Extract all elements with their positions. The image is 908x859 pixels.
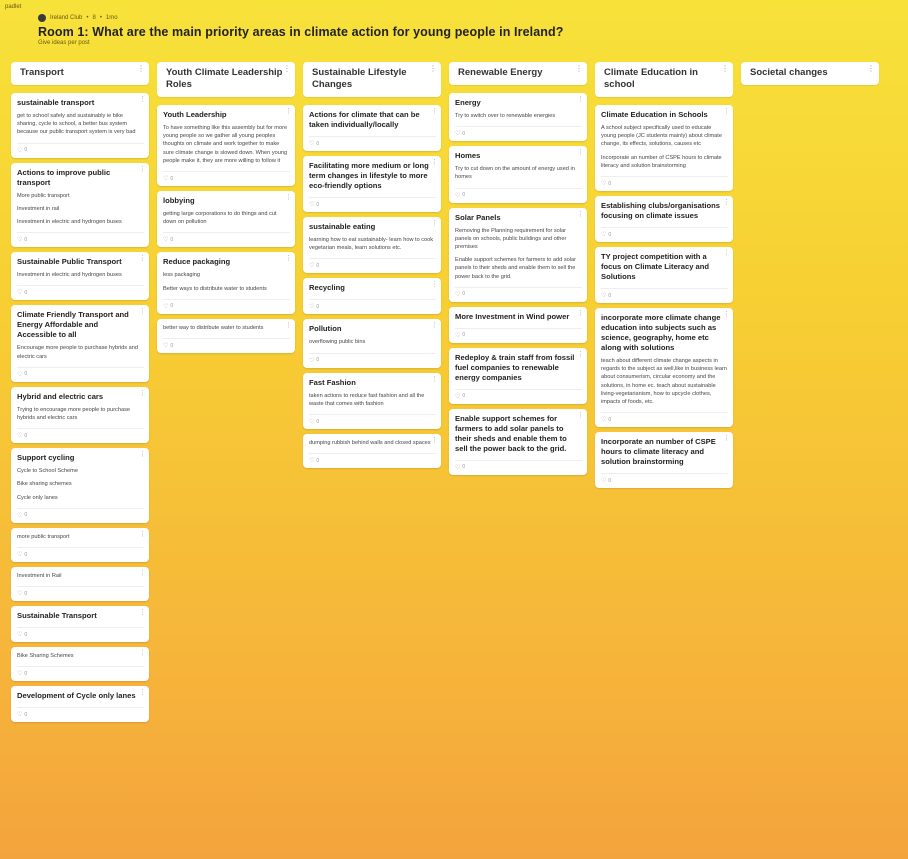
- post-paragraph: Investment in Rail: [17, 573, 62, 580]
- post-paragraph: getting large corporations to do things and cut down on pollution: [163, 211, 277, 226]
- reaction-count: 0: [462, 332, 466, 339]
- page-subtitle: Give ideas per post: [38, 40, 90, 46]
- post-card[interactable]: [11, 567, 149, 601]
- post-body: [163, 321, 292, 332]
- heart-icon[interactable]: ♡: [309, 202, 315, 208]
- post-title: Support cycling: [17, 453, 75, 463]
- reaction-count: 0: [608, 416, 612, 423]
- post-card[interactable]: [11, 647, 149, 681]
- heart-icon[interactable]: ♡: [17, 433, 23, 440]
- post-paragraph: Try to cut down on the amount of energy used in homes: [455, 166, 575, 181]
- post-paragraph: better way to distribute water to students: [163, 324, 264, 331]
- post-title: Climate Education in Schools: [601, 110, 708, 119]
- post-paragraph: overflowing public bins: [309, 339, 366, 346]
- column-title: Climate Education in school: [604, 67, 698, 90]
- more-options-icon[interactable]: ⋮: [285, 321, 292, 329]
- post-card[interactable]: [303, 434, 441, 468]
- column-header[interactable]: [157, 62, 295, 97]
- more-options-icon[interactable]: ⋮: [431, 322, 438, 330]
- board-header: [38, 14, 898, 46]
- post-body: [163, 124, 290, 165]
- post-footer: [17, 547, 144, 558]
- heart-icon[interactable]: ♡: [17, 591, 23, 598]
- post-paragraph: More public transport: [17, 192, 70, 199]
- post-paragraph: Cycle only lanes: [17, 494, 58, 501]
- heart-icon[interactable]: ♡: [17, 552, 23, 559]
- post-paragraph: Investment in electric and hydrogen buses: [17, 219, 122, 226]
- post-footer: [163, 232, 290, 243]
- post-title: Recycling: [309, 283, 345, 293]
- heart-icon[interactable]: ♡: [17, 632, 23, 639]
- more-options-icon[interactable]: ⋮: [575, 64, 583, 73]
- post-card[interactable]: [449, 93, 587, 141]
- post-footer: [309, 197, 436, 208]
- breadcrumb-item: 1mo: [105, 15, 118, 21]
- board-column: [449, 62, 587, 722]
- post-card[interactable]: [157, 191, 295, 247]
- more-options-icon[interactable]: ⋮: [431, 375, 438, 383]
- more-options-icon[interactable]: ⋮: [139, 570, 146, 578]
- reaction-count: 0: [24, 147, 28, 154]
- reaction-count: 0: [316, 140, 320, 147]
- column-header[interactable]: [595, 62, 733, 97]
- post-paragraph: Removing the Planning requirement for solar panels on schools, public buildings and other premises: [455, 227, 567, 251]
- post-body: [17, 192, 144, 227]
- more-options-icon[interactable]: ⋮: [723, 311, 730, 319]
- post-card[interactable]: [11, 387, 149, 443]
- heart-icon[interactable]: ♡: [163, 237, 169, 244]
- more-options-icon[interactable]: ⋮: [723, 199, 730, 207]
- column-header[interactable]: [11, 62, 149, 85]
- reaction-count: 0: [24, 432, 28, 439]
- post-card[interactable]: [157, 105, 295, 186]
- column-title: Sustainable Lifestyle Changes: [312, 67, 407, 90]
- post-footer: [17, 707, 144, 718]
- breadcrumb: [38, 14, 898, 22]
- post-footer: [601, 227, 728, 238]
- breadcrumb-separator: •: [86, 15, 89, 21]
- post-card[interactable]: [303, 319, 441, 367]
- reaction-count: 0: [316, 201, 320, 208]
- post-card[interactable]: [11, 305, 149, 381]
- post-body: [455, 165, 582, 181]
- more-options-icon[interactable]: ⋮: [431, 220, 438, 227]
- breadcrumb-separator: •: [99, 15, 102, 21]
- post-body: [601, 124, 728, 170]
- post-footer: [17, 508, 144, 519]
- heart-icon[interactable]: ♡: [455, 192, 461, 199]
- heart-icon[interactable]: ♡: [309, 419, 315, 426]
- reaction-count: 0: [462, 393, 466, 400]
- post-footer: [17, 627, 144, 638]
- more-options-icon[interactable]: ⋮: [577, 96, 584, 103]
- heart-icon[interactable]: ♡: [455, 131, 461, 138]
- app-label: padlet: [5, 4, 22, 10]
- post-footer: [163, 171, 290, 182]
- post-body: [17, 467, 144, 502]
- avatar[interactable]: [38, 14, 46, 22]
- post-card[interactable]: [449, 208, 587, 302]
- more-options-icon[interactable]: ⋮: [723, 435, 730, 443]
- heart-icon[interactable]: ♡: [163, 343, 169, 350]
- post-card[interactable]: [303, 278, 441, 314]
- board: [11, 62, 879, 722]
- post-title: lobbying: [163, 196, 195, 206]
- post-card[interactable]: [157, 319, 295, 353]
- more-options-icon[interactable]: ⋮: [139, 689, 146, 697]
- post-card[interactable]: [449, 409, 587, 475]
- reaction-count: 0: [608, 231, 612, 238]
- post-footer: [17, 586, 144, 597]
- post-footer: [455, 460, 582, 471]
- more-options-icon[interactable]: ⋮: [431, 108, 438, 115]
- reaction-count: 0: [316, 357, 320, 364]
- post-body: [163, 210, 290, 226]
- post-footer: [601, 288, 728, 299]
- column-header[interactable]: [449, 62, 587, 85]
- heart-icon[interactable]: ♡: [309, 458, 315, 465]
- post-body: [163, 271, 290, 292]
- post-card[interactable]: [449, 307, 587, 343]
- more-options-icon[interactable]: ⋮: [139, 389, 146, 397]
- post-paragraph: Investment in rail: [17, 205, 60, 212]
- reaction-count: 0: [608, 180, 612, 187]
- post-body: [17, 271, 144, 279]
- post-card[interactable]: [11, 93, 149, 158]
- reaction-count: 0: [170, 342, 174, 349]
- post-title: Incorporate an number of CSPE hours to climate literacy and solution brainstorming: [601, 437, 716, 467]
- post-card[interactable]: [303, 105, 441, 151]
- post-footer: [455, 328, 582, 339]
- post-card[interactable]: [11, 448, 149, 523]
- post-body: [17, 406, 144, 422]
- breadcrumb-item[interactable]: Ireland Club: [50, 15, 83, 21]
- more-options-icon[interactable]: ⋮: [429, 64, 437, 73]
- column-title: Transport: [20, 67, 64, 78]
- column-title: Youth Climate Leadership Roles: [166, 67, 283, 90]
- post-footer: [455, 389, 582, 400]
- heart-icon[interactable]: ♡: [455, 332, 461, 339]
- heart-icon[interactable]: ♡: [455, 291, 461, 298]
- post-card[interactable]: [11, 528, 149, 562]
- post-title: Redeploy & train staff from fossil fuel companies to renewable energy companies: [455, 352, 575, 382]
- post-card[interactable]: [11, 606, 149, 642]
- post-body: [17, 572, 144, 580]
- reaction-count: 0: [316, 457, 320, 464]
- post-title: Fast Fashion: [309, 377, 356, 387]
- post-card[interactable]: [595, 308, 733, 427]
- post-body: [455, 227, 582, 281]
- post-body: [455, 112, 582, 120]
- reaction-count: 0: [24, 631, 28, 638]
- post-paragraph: get to school safely and sustainably ie bike sharing, cycle to school, a better bus system because our public transport system is very bad: [17, 113, 136, 136]
- more-options-icon[interactable]: ⋮: [723, 250, 730, 258]
- heart-icon[interactable]: ♡: [17, 671, 23, 678]
- reaction-count: 0: [24, 711, 28, 718]
- heart-icon[interactable]: ♡: [309, 141, 315, 147]
- post-footer: [309, 353, 436, 364]
- post-paragraph: A school subject specifically used to educate young people (JC students mainly) about climate change, its effects, solutions, causes etc: [601, 125, 722, 148]
- post-paragraph: Enable support schemes for farmers to add solar panels to their sheds and enable them to sell the power back to the grid.: [455, 257, 576, 280]
- post-card[interactable]: [157, 252, 295, 313]
- more-options-icon[interactable]: ⋮: [139, 96, 146, 103]
- post-title: Youth Leadership: [163, 110, 227, 119]
- reaction-count: 0: [316, 262, 320, 269]
- more-options-icon[interactable]: ⋮: [577, 149, 584, 157]
- more-options-icon[interactable]: ⋮: [577, 309, 584, 317]
- heart-icon[interactable]: ♡: [309, 263, 315, 270]
- post-footer: [17, 143, 144, 154]
- post-paragraph: learning how to eat sustainably- learn how to cook vegetarian meals, learn solutions etc.: [309, 237, 434, 252]
- reaction-count: 0: [24, 236, 28, 243]
- post-body: [601, 357, 728, 406]
- reaction-count: 0: [24, 590, 28, 597]
- more-options-icon[interactable]: ⋮: [577, 210, 584, 218]
- post-title: Enable support schemes for farmers to add solar panels to their sheds and enable them to sell the power back to the grid.: [455, 413, 567, 453]
- post-paragraph: Try to switch over to renewable energies: [455, 113, 556, 119]
- heart-icon[interactable]: ♡: [17, 371, 23, 378]
- post-paragraph: teach about different climate change aspects in regards to the subject as well,like in business learn about consumerism, circular economy and the solutions, in home ec. teach about sustainable living-vegetarianism, how to upcycle clothes, impacts of foods, etc.: [601, 358, 727, 406]
- post-body: [309, 392, 436, 408]
- post-title: Solar Panels: [455, 212, 501, 222]
- post-footer: [601, 473, 728, 484]
- reaction-count: 0: [170, 175, 174, 182]
- more-options-icon[interactable]: ⋮: [139, 530, 146, 538]
- post-paragraph: more public transport: [17, 533, 70, 540]
- heart-icon[interactable]: ♡: [455, 464, 461, 471]
- post-paragraph: Bike Sharing Schemes: [17, 653, 74, 660]
- reaction-count: 0: [24, 670, 28, 677]
- post-card[interactable]: [595, 105, 733, 191]
- reaction-count: 0: [462, 291, 466, 298]
- more-options-icon[interactable]: ⋮: [285, 255, 292, 263]
- post-card[interactable]: [595, 432, 733, 488]
- column-title: Societal changes: [750, 67, 828, 78]
- heart-icon[interactable]: ♡: [17, 237, 23, 244]
- breadcrumb-item: 8: [92, 15, 96, 21]
- reaction-count: 0: [462, 130, 466, 137]
- post-body: [309, 236, 436, 252]
- board-column: [303, 62, 441, 722]
- reaction-count: 0: [24, 512, 28, 519]
- post-footer: [163, 338, 290, 349]
- post-title: Establishing clubs/organisations focusing on climate issues: [601, 201, 720, 221]
- board-column: [741, 62, 879, 722]
- more-options-icon[interactable]: ⋮: [431, 437, 438, 445]
- heart-icon[interactable]: ♡: [455, 393, 461, 400]
- heart-icon[interactable]: ♡: [309, 304, 315, 311]
- board-column: [11, 62, 149, 722]
- post-title: Actions to improve public transport: [17, 167, 111, 187]
- post-footer: [455, 126, 582, 137]
- post-footer: [163, 299, 290, 310]
- heart-icon[interactable]: ♡: [17, 290, 23, 297]
- more-options-icon[interactable]: ⋮: [431, 281, 438, 289]
- post-title: Homes: [455, 151, 481, 161]
- heart-icon[interactable]: ♡: [17, 712, 23, 719]
- heart-icon[interactable]: ♡: [601, 417, 607, 424]
- post-title: TY project competition with a focus on Climate Literacy and Solutions: [601, 252, 710, 282]
- post-footer: [17, 285, 144, 296]
- more-options-icon[interactable]: ⋮: [139, 451, 146, 459]
- post-paragraph: To have something like this assembly but for more young people so we gather all young peoples thoughts on climate and work together to make sure climate change is slowed down. When young people make it, they are more willing to follow it: [163, 125, 288, 164]
- heart-icon[interactable]: ♡: [601, 232, 607, 239]
- post-body: [17, 652, 144, 660]
- reaction-count: 0: [462, 464, 466, 471]
- reaction-count: 0: [608, 477, 612, 484]
- post-card[interactable]: [595, 247, 733, 303]
- post-footer: [455, 188, 582, 199]
- heart-icon[interactable]: ♡: [601, 478, 607, 485]
- post-footer: [601, 412, 728, 423]
- post-title: Hybrid and electric cars: [17, 391, 104, 401]
- post-title: Sustainable Public Transport: [17, 257, 122, 267]
- more-options-icon[interactable]: ⋮: [723, 108, 730, 115]
- more-options-icon[interactable]: ⋮: [139, 308, 146, 316]
- reaction-count: 0: [316, 303, 320, 310]
- post-footer: [17, 428, 144, 439]
- post-title: sustainable eating: [309, 222, 376, 231]
- post-title: Development of Cycle only lanes: [17, 691, 136, 701]
- post-paragraph: Investment in electric and hydrogen buses: [17, 272, 122, 279]
- more-options-icon[interactable]: ⋮: [431, 159, 438, 166]
- post-card[interactable]: [11, 163, 149, 248]
- column-header[interactable]: [303, 62, 441, 97]
- post-card[interactable]: [595, 196, 733, 242]
- post-title: Climate Friendly Transport and Energy Affordable and Accessible to all: [17, 310, 129, 340]
- heart-icon[interactable]: ♡: [309, 357, 315, 364]
- post-body: [17, 112, 144, 137]
- reaction-count: 0: [316, 418, 320, 425]
- reaction-count: 0: [24, 551, 28, 558]
- post-paragraph: less packaging: [163, 272, 201, 279]
- reaction-count: 0: [24, 371, 28, 378]
- more-options-icon[interactable]: ⋮: [577, 411, 584, 419]
- post-body: [17, 530, 146, 541]
- post-paragraph: Incorporate an number of CSPE hours to climate literacy and solution brainstorming: [601, 154, 722, 169]
- reaction-count: 0: [608, 292, 612, 299]
- reaction-count: 0: [24, 289, 28, 296]
- post-title: sustainable transport: [17, 98, 95, 107]
- post-title: Reduce packaging: [163, 257, 231, 267]
- heart-icon[interactable]: ♡: [601, 293, 607, 300]
- post-title: incorporate more climate change education into subjects such as science, geography, home etc along with solutions: [601, 313, 721, 353]
- reaction-count: 0: [170, 303, 174, 310]
- post-card[interactable]: [303, 217, 441, 273]
- more-options-icon[interactable]: ⋮: [867, 64, 875, 73]
- post-footer: [309, 136, 436, 147]
- post-footer: [309, 453, 436, 464]
- more-options-icon[interactable]: ⋮: [139, 165, 146, 173]
- more-options-icon[interactable]: ⋮: [285, 108, 292, 115]
- post-title: Sustainable Transport: [17, 611, 97, 621]
- column-title: Renewable Energy: [458, 67, 543, 78]
- heart-icon[interactable]: ♡: [163, 303, 169, 310]
- board-column: [595, 62, 733, 722]
- post-body: [309, 338, 436, 346]
- post-footer: [309, 258, 436, 269]
- post-footer: [17, 666, 144, 677]
- post-paragraph: taken actions to reduce fast fashion and all the waste that comes with fashion: [309, 392, 425, 407]
- page-title: Room 1: What are the main priority areas in climate action for young people in Ireland?: [38, 25, 564, 39]
- post-paragraph: Bike sharing schemes: [17, 481, 72, 488]
- post-paragraph: dumping rubbish behind walls and closed spaces: [309, 440, 431, 447]
- more-options-icon[interactable]: ⋮: [721, 64, 729, 73]
- post-card[interactable]: [303, 156, 441, 212]
- post-card[interactable]: [11, 686, 149, 722]
- post-paragraph: Cycle to School Scheme: [17, 468, 78, 475]
- post-body: [17, 344, 144, 360]
- post-footer: [455, 287, 582, 298]
- more-options-icon[interactable]: ⋮: [285, 194, 292, 202]
- post-title: Pollution: [309, 324, 342, 334]
- post-title: Actions for climate that can be taken individually/locally: [309, 110, 420, 129]
- more-options-icon[interactable]: ⋮: [577, 350, 584, 358]
- post-card[interactable]: [303, 373, 441, 429]
- reaction-count: 0: [170, 236, 174, 243]
- board-column: [157, 62, 295, 722]
- heart-icon[interactable]: ♡: [163, 176, 169, 183]
- post-title: More Investment in Wind power: [455, 311, 570, 321]
- post-card[interactable]: [449, 348, 587, 404]
- column-header[interactable]: [741, 62, 879, 85]
- more-options-icon[interactable]: ⋮: [137, 64, 145, 73]
- post-card[interactable]: [449, 146, 587, 202]
- reaction-count: 0: [462, 192, 466, 199]
- post-paragraph: Trying to encourage more people to purchase hybrids and electric cars: [17, 406, 130, 422]
- post-card[interactable]: [11, 252, 149, 300]
- post-footer: [309, 414, 436, 425]
- post-paragraph: Encourage more people to purchase hybrids and electric cars: [17, 345, 138, 360]
- more-options-icon[interactable]: ⋮: [139, 255, 146, 263]
- post-footer: [17, 232, 144, 243]
- heart-icon[interactable]: ♡: [17, 512, 23, 519]
- post-title: Energy: [455, 98, 481, 107]
- more-options-icon[interactable]: ⋮: [139, 650, 146, 658]
- post-paragraph: Better ways to distribute water to students: [163, 285, 267, 292]
- post-footer: [309, 299, 436, 310]
- post-footer: [17, 367, 144, 378]
- post-title: Facilitating more medium or long term changes in lifestyle to more eco-friendly options: [309, 161, 429, 190]
- post-body: [309, 439, 436, 447]
- heart-icon[interactable]: ♡: [17, 147, 23, 154]
- post-footer: [601, 176, 728, 187]
- heart-icon[interactable]: ♡: [601, 181, 607, 188]
- more-options-icon[interactable]: ⋮: [139, 609, 146, 617]
- more-options-icon[interactable]: ⋮: [283, 64, 291, 73]
